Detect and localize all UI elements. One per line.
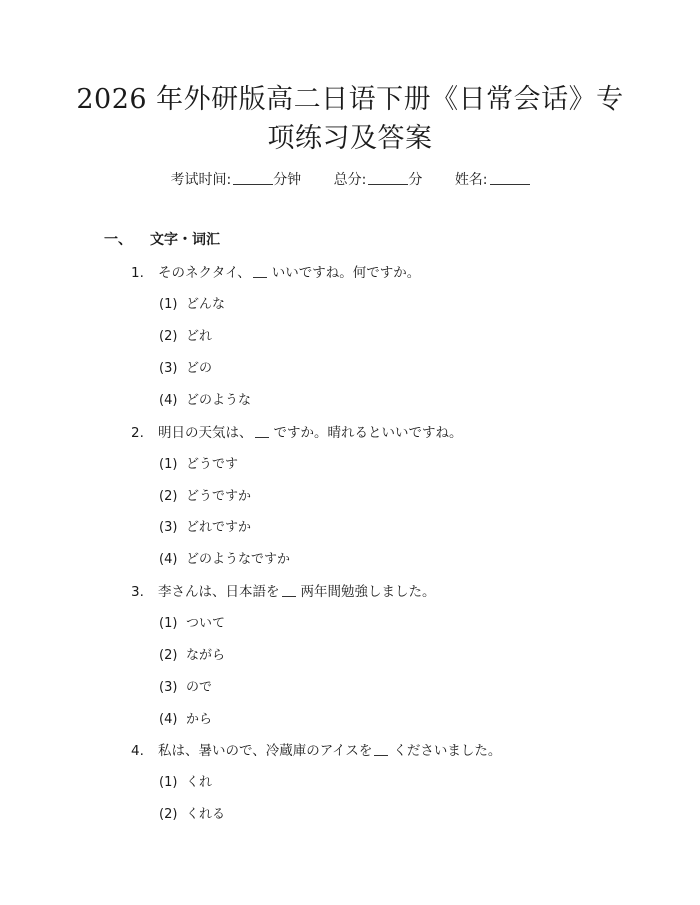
title-line-1: 2026 年外研版高二日语下册《日常会话》专	[76, 84, 624, 115]
option-label: (2)	[159, 807, 178, 822]
option	[159, 293, 225, 312]
option-text: くれる	[186, 807, 226, 822]
section-heading	[104, 229, 220, 249]
option-text: ので	[186, 680, 213, 695]
option-label: (1)	[159, 616, 178, 631]
total-score-field	[334, 172, 427, 188]
option	[159, 516, 251, 535]
question-text-before: 李さんは、日本語を	[158, 584, 280, 600]
answer-blank	[253, 266, 267, 278]
option	[159, 644, 225, 663]
answer-blank	[374, 744, 388, 756]
option	[159, 485, 251, 504]
option	[159, 708, 212, 727]
option-text: どれですか	[186, 520, 252, 535]
name-field	[455, 172, 530, 188]
option-text: ながら	[186, 648, 226, 663]
answer-blank	[255, 426, 269, 438]
option-label: (2)	[159, 489, 178, 504]
option	[159, 389, 251, 408]
exam-time-unit: 分钟	[273, 172, 302, 188]
option-label: (4)	[159, 712, 178, 727]
option	[159, 612, 225, 631]
section-title: 文字・词汇	[150, 232, 220, 248]
question-number: 2.	[131, 425, 144, 441]
option-text: から	[186, 712, 213, 727]
option	[159, 357, 212, 376]
option	[159, 803, 225, 822]
question-number: 3.	[131, 584, 144, 600]
option	[159, 771, 212, 790]
option-text: どんな	[186, 297, 226, 312]
title-line-2: 项练习及答案	[267, 123, 433, 154]
question-3	[131, 580, 436, 600]
option-text: どれ	[186, 329, 213, 344]
section-number: 一、	[104, 232, 132, 248]
option-label: (1)	[159, 775, 178, 790]
exam-meta	[0, 169, 700, 189]
option-text: どの	[186, 361, 213, 376]
option-label: (3)	[159, 520, 178, 535]
question-number: 4.	[131, 743, 144, 759]
total-score-label: 总分:	[333, 172, 367, 188]
question-1	[131, 261, 420, 281]
question-text-before: そのネクタイ、	[158, 265, 251, 281]
total-score-blank	[368, 172, 408, 185]
question-number: 1.	[131, 265, 144, 281]
option-label: (4)	[159, 552, 178, 567]
option-text: くれ	[186, 775, 213, 790]
option-text: どうです	[186, 457, 239, 472]
option-text: どのような	[186, 393, 252, 408]
question-text-before: 私は、暑いので、冷蔵庫のアイスを	[158, 743, 373, 759]
question-2	[131, 421, 463, 441]
option	[159, 453, 238, 472]
option-label: (4)	[159, 393, 178, 408]
option	[159, 548, 290, 567]
name-blank	[490, 172, 530, 185]
option	[159, 676, 212, 695]
option-label: (3)	[159, 680, 178, 695]
option-label: (1)	[159, 457, 178, 472]
answer-blank	[282, 585, 296, 597]
question-text-before: 明日の天気は、	[158, 425, 253, 441]
option-label: (1)	[159, 297, 178, 312]
exam-time-label: 考试时间:	[170, 172, 232, 188]
question-text-after: ですか。晴れるといいですね。	[273, 425, 463, 441]
total-score-unit: 分	[408, 172, 423, 188]
option-text: どのようなですか	[186, 552, 291, 567]
option-label: (2)	[159, 648, 178, 663]
exam-time-blank	[233, 172, 273, 185]
question-text-after: 两年間勉強しました。	[300, 584, 436, 600]
option-text: どうですか	[186, 489, 252, 504]
question-text-after: くださいました。	[393, 743, 502, 759]
question-text-after: いいですね。何ですか。	[271, 265, 421, 281]
option-text: ついて	[186, 616, 226, 631]
question-4	[131, 739, 501, 759]
option	[159, 325, 212, 344]
option-label: (3)	[159, 361, 178, 376]
document-title	[70, 82, 630, 157]
option-label: (2)	[159, 329, 178, 344]
name-label: 姓名:	[454, 172, 488, 188]
exam-time-field	[170, 172, 305, 188]
